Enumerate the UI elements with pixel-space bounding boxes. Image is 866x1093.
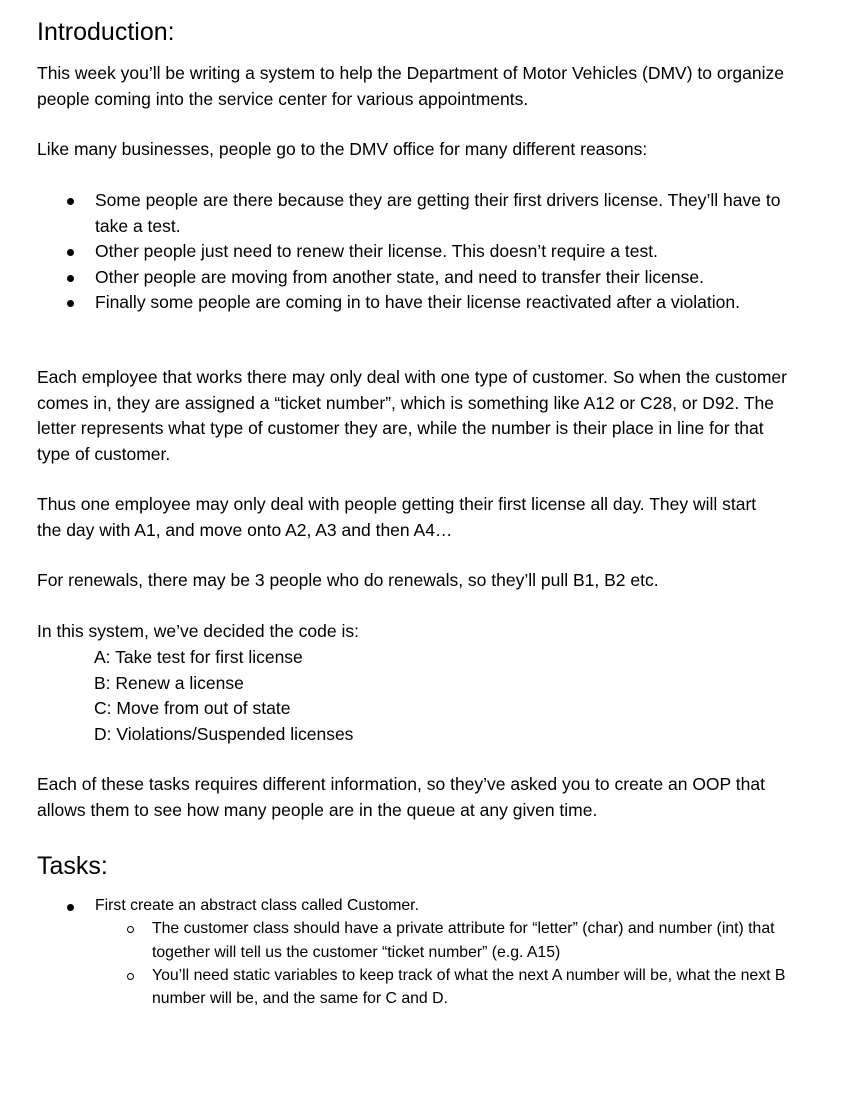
code-item: C: Move from out of state [94,698,291,718]
code-item: D: Violations/Suspended licenses [94,723,354,744]
introduction-heading: Introduction: [37,18,175,46]
intro-paragraph-1: This week you’ll be writing a system to help the Department of Motor Vehicles (DMV) to organize people coming into the service center for various appointments. [37,63,784,109]
tasks-heading: Tasks: [37,852,108,880]
tasks-list [37,894,837,1010]
reasons-list [37,188,837,316]
intro-paragraph-7: Each of these tasks requires different information, so they’ve asked you to create an OOP that allows them to see how many people are in the queue at any given time. [37,774,765,820]
code-list [37,645,353,747]
list-item: Finally some people are coming in to have their license reactivated after a violation. [37,290,745,316]
intro-paragraph-4: Thus one employee may only deal with people getting their first license all day. They will start the day with A1, and move onto A2, A3 and then A4… [37,494,757,540]
intro-paragraph-2: Like many businesses, people go to the DMV office for many different reasons: [37,139,648,159]
intro-paragraph-6: In this system, we’ve decided the code is: [37,621,359,641]
task-subitem: You’ll need static variables to keep track of what the next A number will be, what the next B number will be, and the same for C and D. [37,964,792,1011]
task-item: First create an abstract class called Customer. [37,894,837,917]
intro-paragraph-5: For renewals, there may be 3 people who do renewals, so they’ll pull B1, B2 etc. [37,570,659,590]
intro-paragraph-3: Each employee that works there may only deal with one type of customer. So when the customer comes in, they are assigned a “ticket number”, which is something like A12 or C28, or D92. The letter represents what type of customer they are, while the number is their place in line for that type of customer. [37,367,787,464]
list-item: Other people just need to renew their license. This doesn’t require a test. [37,239,837,265]
list-item: Other people are moving from another state, and need to transfer their license. [37,265,837,291]
task-subitem: The customer class should have a private attribute for “letter” (char) and number (int) that together will tell us the customer “ticket number” (e.g. A15) [37,917,792,964]
code-item: B: Renew a license [94,672,244,693]
list-item: Some people are there because they are getting their first drivers license. They’ll have to take a test. [37,188,805,239]
code-item: A: Take test for first license [94,647,303,667]
